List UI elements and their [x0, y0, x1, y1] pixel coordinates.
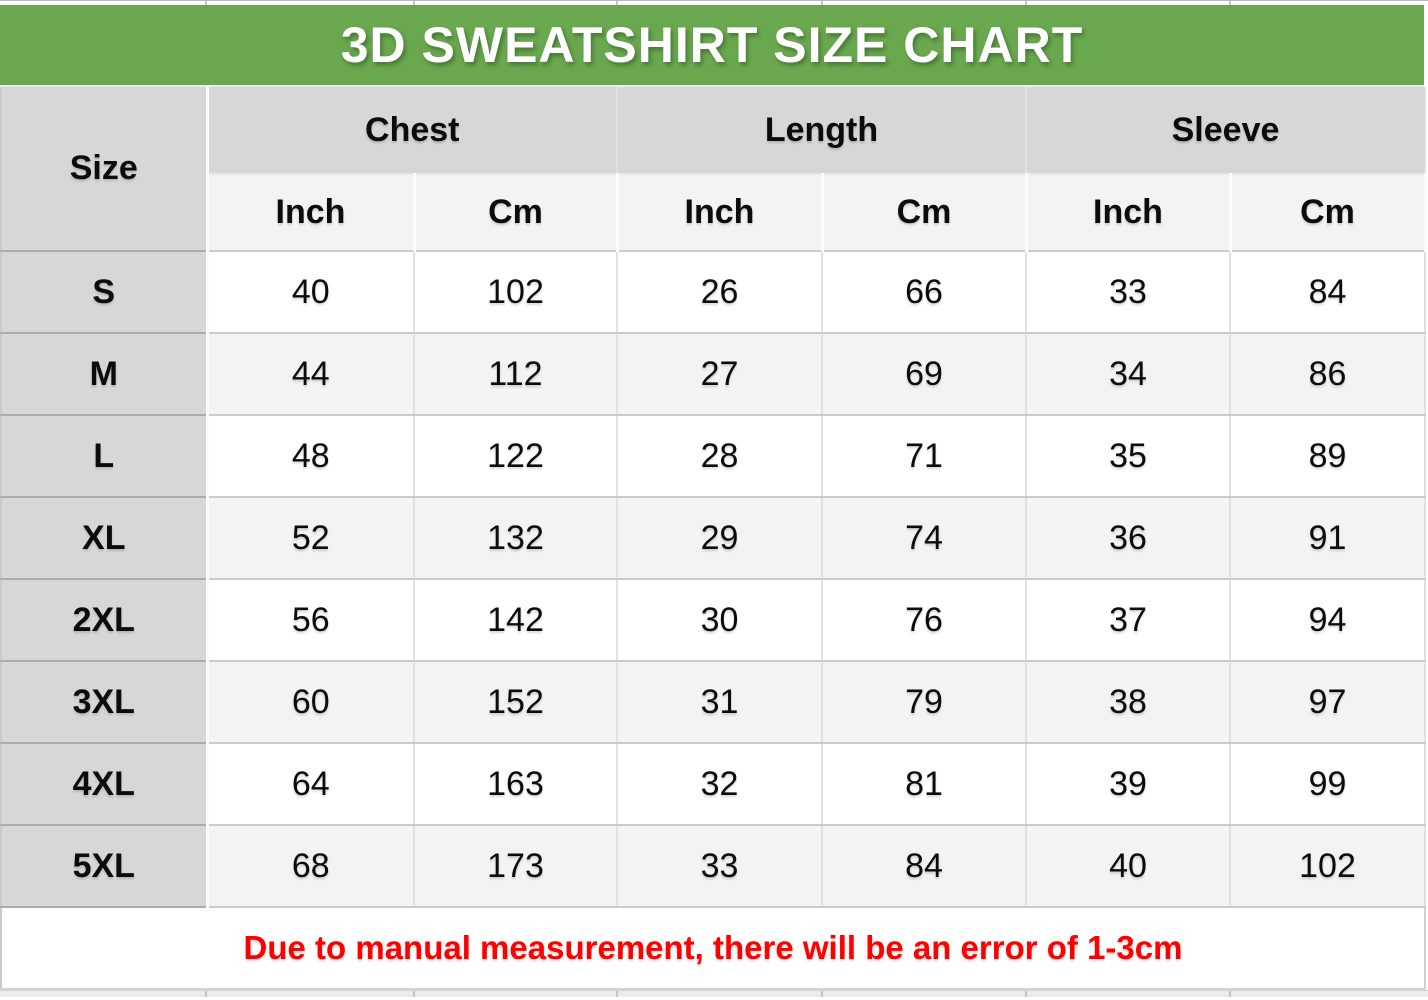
value-cell: 27	[617, 333, 822, 415]
value-cell: 84	[822, 825, 1026, 907]
table-row	[1, 415, 1425, 497]
value-cell: 64	[207, 743, 414, 825]
table-row	[1, 497, 1425, 579]
value-cell: 36	[1026, 497, 1230, 579]
value-cell: 102	[414, 251, 617, 333]
value-cell: 91	[1230, 497, 1425, 579]
size-label: 5XL	[1, 825, 207, 907]
measurement-note: Due to manual measurement, there will be an error of 1-3cm	[1, 907, 1425, 989]
value-cell: 56	[207, 579, 414, 661]
size-label: M	[1, 333, 207, 415]
size-label: 2XL	[1, 579, 207, 661]
value-cell: 33	[617, 825, 822, 907]
value-cell: 79	[822, 661, 1026, 743]
table-row	[1, 251, 1425, 333]
value-cell: 40	[207, 251, 414, 333]
value-cell: 112	[414, 333, 617, 415]
size-chart-table	[0, 87, 1427, 990]
unit-header-chest-inch: Inch	[207, 174, 414, 251]
value-cell: 102	[1230, 825, 1425, 907]
value-cell: 132	[414, 497, 617, 579]
value-cell: 37	[1026, 579, 1230, 661]
value-cell: 52	[207, 497, 414, 579]
bottom-grid-strip	[0, 990, 1428, 997]
value-cell: 74	[822, 497, 1026, 579]
value-cell: 97	[1230, 661, 1425, 743]
unit-header-chest-cm: Cm	[414, 174, 617, 251]
value-cell: 152	[414, 661, 617, 743]
value-cell: 39	[1026, 743, 1230, 825]
value-cell: 33	[1026, 251, 1230, 333]
table-row	[1, 743, 1425, 825]
size-label: S	[1, 251, 207, 333]
header-sleeve: Sleeve	[1026, 87, 1425, 174]
value-cell: 66	[822, 251, 1026, 333]
size-label: 4XL	[1, 743, 207, 825]
value-cell: 68	[207, 825, 414, 907]
value-cell: 30	[617, 579, 822, 661]
group-header-row	[1, 87, 1425, 174]
table-row	[1, 661, 1425, 743]
value-cell: 35	[1026, 415, 1230, 497]
value-cell: 29	[617, 497, 822, 579]
value-cell: 99	[1230, 743, 1425, 825]
size-label: L	[1, 415, 207, 497]
value-cell: 44	[207, 333, 414, 415]
table-row	[1, 579, 1425, 661]
value-cell: 84	[1230, 251, 1425, 333]
table-row	[1, 333, 1425, 415]
value-cell: 26	[617, 251, 822, 333]
value-cell: 31	[617, 661, 822, 743]
value-cell: 81	[822, 743, 1026, 825]
value-cell: 122	[414, 415, 617, 497]
note-row	[1, 907, 1425, 989]
value-cell: 60	[207, 661, 414, 743]
value-cell: 76	[822, 579, 1026, 661]
value-cell: 32	[617, 743, 822, 825]
value-cell: 28	[617, 415, 822, 497]
chart-title: 3D SWEATSHIRT SIZE CHART	[0, 5, 1424, 87]
value-cell: 89	[1230, 415, 1425, 497]
value-cell: 40	[1026, 825, 1230, 907]
value-cell: 48	[207, 415, 414, 497]
value-cell: 71	[822, 415, 1026, 497]
header-size: Size	[1, 87, 207, 251]
unit-header-sleeve-inch: Inch	[1026, 174, 1230, 251]
value-cell: 94	[1230, 579, 1425, 661]
value-cell: 69	[822, 333, 1026, 415]
size-label: 3XL	[1, 661, 207, 743]
unit-header-length-inch: Inch	[617, 174, 822, 251]
unit-header-row	[1, 174, 1425, 251]
value-cell: 38	[1026, 661, 1230, 743]
size-label: XL	[1, 497, 207, 579]
table-row	[1, 825, 1425, 907]
value-cell: 34	[1026, 333, 1230, 415]
value-cell: 163	[414, 743, 617, 825]
header-length: Length	[617, 87, 1026, 174]
value-cell: 173	[414, 825, 617, 907]
header-chest: Chest	[207, 87, 617, 174]
unit-header-sleeve-cm: Cm	[1230, 174, 1425, 251]
value-cell: 142	[414, 579, 617, 661]
value-cell: 86	[1230, 333, 1425, 415]
unit-header-length-cm: Cm	[822, 174, 1026, 251]
